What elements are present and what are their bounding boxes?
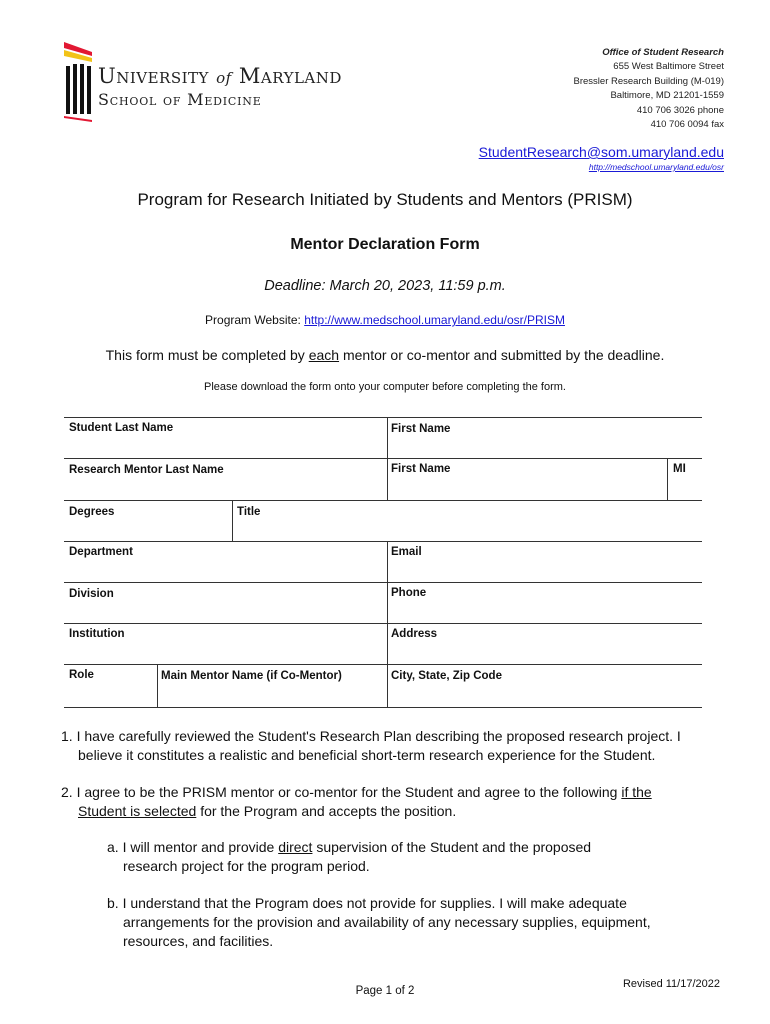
- completion-instruction: This form must be completed by each mentor or co-mentor and submitted by the deadline.: [105, 347, 665, 363]
- download-note: Please download the form onto your computer before completing the form.: [204, 381, 566, 393]
- address-line: 410 706 0094 fax: [650, 119, 724, 131]
- office-website-link[interactable]: http://medschool.umaryland.edu/osr: [588, 162, 724, 172]
- page-number: Page 1 of 2: [355, 985, 415, 997]
- degrees-field[interactable]: Degrees: [69, 506, 115, 518]
- address-line: 655 West Baltimore Street: [613, 61, 724, 73]
- program-website: [0, 313, 770, 327]
- mentor-first-name-field[interactable]: First Name: [391, 463, 451, 475]
- logo-school-name: School of Medicine: [98, 90, 262, 109]
- document-title: Program for Research Initiated by Students and Mentors (PRISM): [137, 190, 633, 209]
- address-line: 410 706 3026 phone: [636, 104, 724, 116]
- division-field[interactable]: Division: [69, 588, 114, 600]
- phone-field[interactable]: Phone: [391, 587, 427, 599]
- office-address-block: [574, 46, 724, 132]
- student-first-name-field[interactable]: First Name: [391, 423, 451, 435]
- mentor-mi-field[interactable]: MI: [673, 463, 686, 475]
- deadline-text: Deadline: March 20, 2023, 11:59 p.m.: [264, 278, 506, 294]
- address-field[interactable]: Address: [391, 628, 438, 640]
- statement-2: 2. I agree to be the PRISM mentor or co-mentor for the Student and agree to the following if the Student is selected for the Program and accepts the position.: [61, 784, 652, 819]
- main-mentor-name-field[interactable]: Main Mentor Name (if Co-Mentor): [161, 670, 342, 682]
- email-field[interactable]: Email: [391, 546, 422, 558]
- program-website-label: Program Website:: [205, 313, 301, 327]
- department-field[interactable]: Department: [69, 546, 133, 558]
- title-field[interactable]: Title: [237, 506, 261, 518]
- office-title: Office of Student Research: [602, 47, 724, 58]
- statement-2a: a. I will mentor and provide direct supervision of the Student and the proposed research project for the program period.: [107, 839, 592, 874]
- institution-field[interactable]: Institution: [69, 628, 125, 640]
- statement-2b: b. I understand that the Program does not provide for supplies. I will make adequate arrangements for the provision and availability of any necessary supplies, equipment, resources, and facilities.: [107, 895, 651, 949]
- form-subtitle: Mentor Declaration Form: [290, 236, 480, 253]
- address-line: Bressler Research Building (M-019): [573, 75, 724, 87]
- address-line: Baltimore, MD 21201-1559: [610, 90, 724, 102]
- office-email-link[interactable]: StudentResearch@som.umaryland.edu: [478, 144, 724, 160]
- logo-university-name: University of Maryland: [98, 64, 342, 88]
- program-website-link[interactable]: http://www.medschool.umaryland.edu/osr/PRISM: [304, 313, 565, 327]
- student-last-name-field[interactable]: Student Last Name: [69, 422, 174, 434]
- mentor-last-name-field[interactable]: Research Mentor Last Name: [69, 464, 224, 476]
- revision-date: Revised 11/17/2022: [622, 978, 720, 990]
- city-state-zip-field[interactable]: City, State, Zip Code: [391, 670, 502, 682]
- role-field[interactable]: Role: [69, 669, 94, 681]
- statement-1: 1. I have carefully reviewed the Student's Research Plan describing the proposed research project. I believe it constitutes a realistic and beneficial short-term research experience for the Student.: [61, 728, 681, 763]
